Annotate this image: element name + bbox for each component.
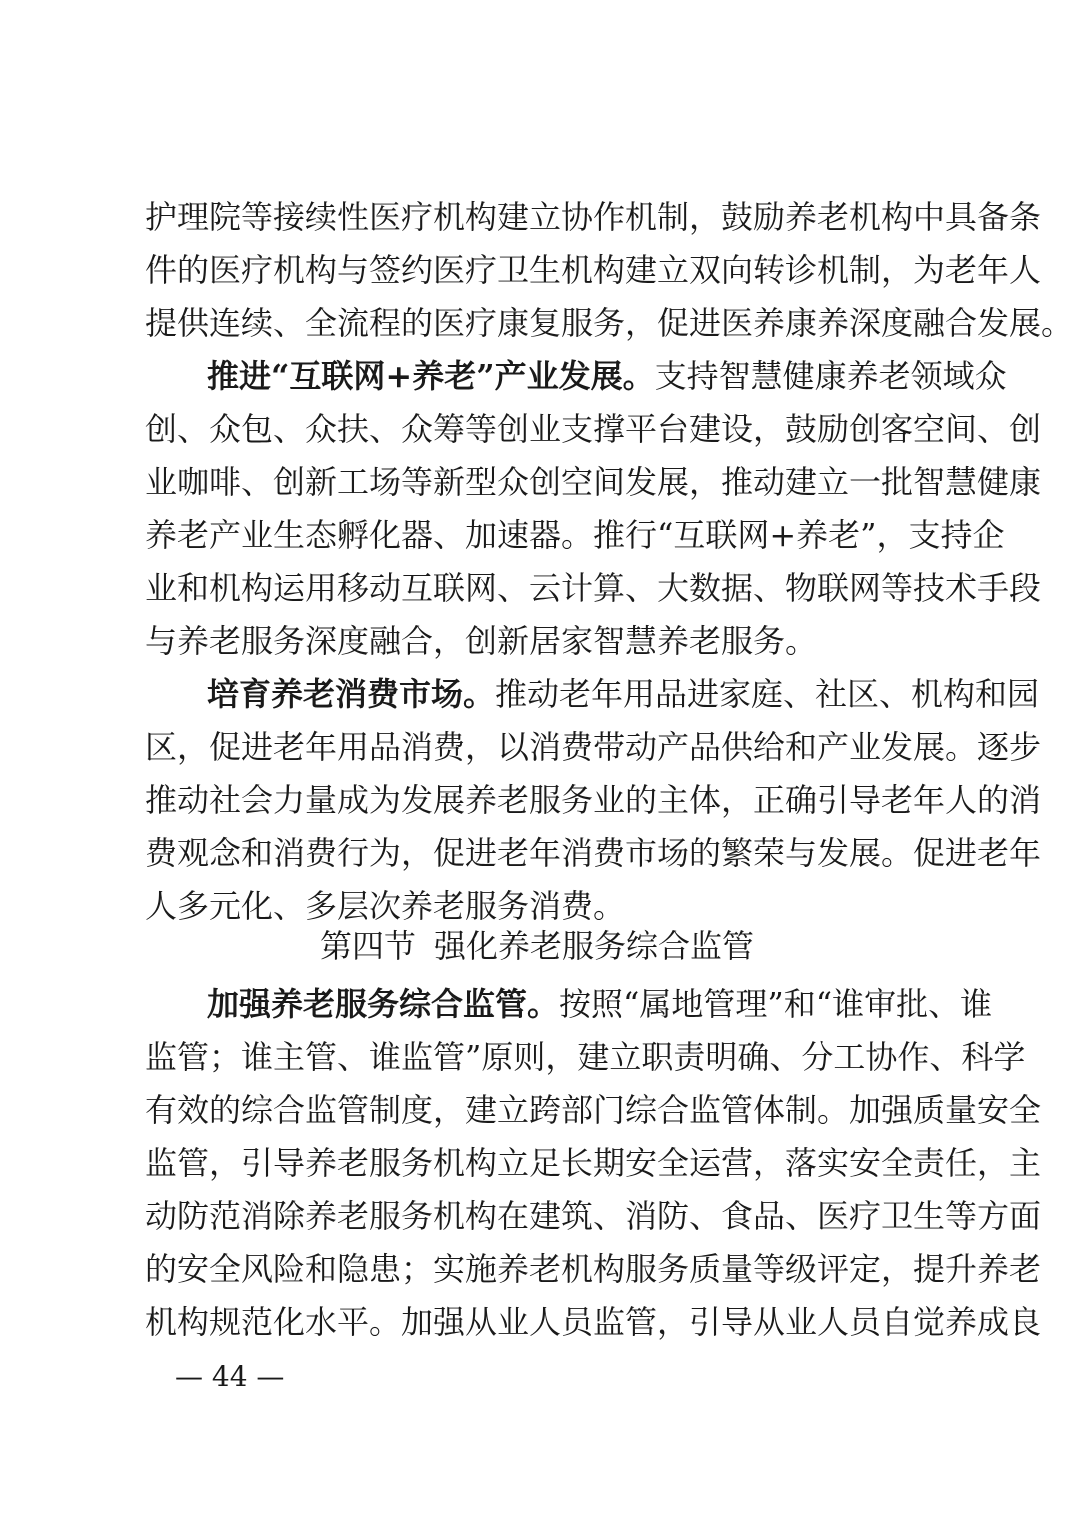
section-number: 第四节 <box>319 927 416 965</box>
paragraph-line: 创、众包、众扶、众筹等创业支撑平台建设，鼓励创客空间、创 <box>145 410 1042 448</box>
paragraph-first-line <box>207 978 993 1030</box>
paragraph-line: 护理院等接续性医疗机构建立协作机制，鼓励养老机构中具备条 <box>145 198 1042 236</box>
section-title: 强化养老服务综合监管 <box>434 927 755 965</box>
paragraph-line: 业咖啡、创新工场等新型众创空间发展，推动建立一批智慧健康 <box>145 463 1042 501</box>
paragraph-first-line-text: 支持智慧健康养老领域众 <box>654 357 1007 395</box>
paragraph-first-line <box>207 668 1040 720</box>
paragraph-line: 区，促进老年用品消费，以消费带动产品供给和产业发展。逐步 <box>145 728 1042 766</box>
paragraph-line: 提供连续、全流程的医疗康复服务，促进医养康养深度融合发展。 <box>145 304 1074 342</box>
paragraph-line: 业和机构运用移动互联网、云计算、大数据、物联网等技术手段 <box>145 569 1042 607</box>
paragraph-line: 有效的综合监管制度，建立跨部门综合监管体制。加强质量安全 <box>145 1091 1042 1129</box>
paragraph-line: 与养老服务深度融合，创新居家智慧养老服务。 <box>145 622 818 660</box>
paragraph-first-line-text: 推动老年用品进家庭、社区、机构和园 <box>495 675 1040 713</box>
paragraph-line: 件的医疗机构与签约医疗卫生机构建立双向转诊机制，为老年人 <box>145 251 1042 289</box>
paragraph-line: 费观念和消费行为，促进老年消费市场的繁荣与发展。促进老年 <box>145 834 1042 872</box>
paragraph-line: 的安全风险和隐患；实施养老机构服务质量等级评定，提升养老 <box>145 1250 1042 1288</box>
section-heading <box>0 920 1074 972</box>
paragraph-line: 人多元化、多层次养老服务消费。 <box>145 887 626 925</box>
paragraph-line: 机构规范化水平。加强从业人员监管，引导从业人员自觉养成良 <box>145 1303 1042 1341</box>
paragraph-line: 动防范消除养老服务机构在建筑、消防、食品、医疗卫生等方面 <box>145 1197 1042 1235</box>
paragraph-lead-heading: 培育养老消费市场。 <box>207 675 496 713</box>
paragraph-first-line <box>207 350 1007 402</box>
paragraph-lead-heading: 加强养老服务综合监管。 <box>207 985 560 1023</box>
page-number: — 44 — <box>175 1360 285 1393</box>
paragraph-line: 监管；谁主管、谁监管”原则，建立职责明确、分工协作、科学 <box>145 1038 1026 1076</box>
paragraph-line: 监管，引导养老服务机构立足长期安全运营，落实安全责任，主 <box>145 1144 1042 1182</box>
paragraph-lead-heading: 推进“互联网+养老”产业发展。 <box>207 357 655 395</box>
paragraph-first-line-text: 按照“属地管理”和“谁审批、谁 <box>559 985 993 1023</box>
paragraph-line: 推动社会力量成为发展养老服务业的主体，正确引导老年人的消 <box>145 781 1042 819</box>
paragraph-line: 养老产业生态孵化器、加速器。推行“互联网+养老”，支持企 <box>145 516 1005 554</box>
